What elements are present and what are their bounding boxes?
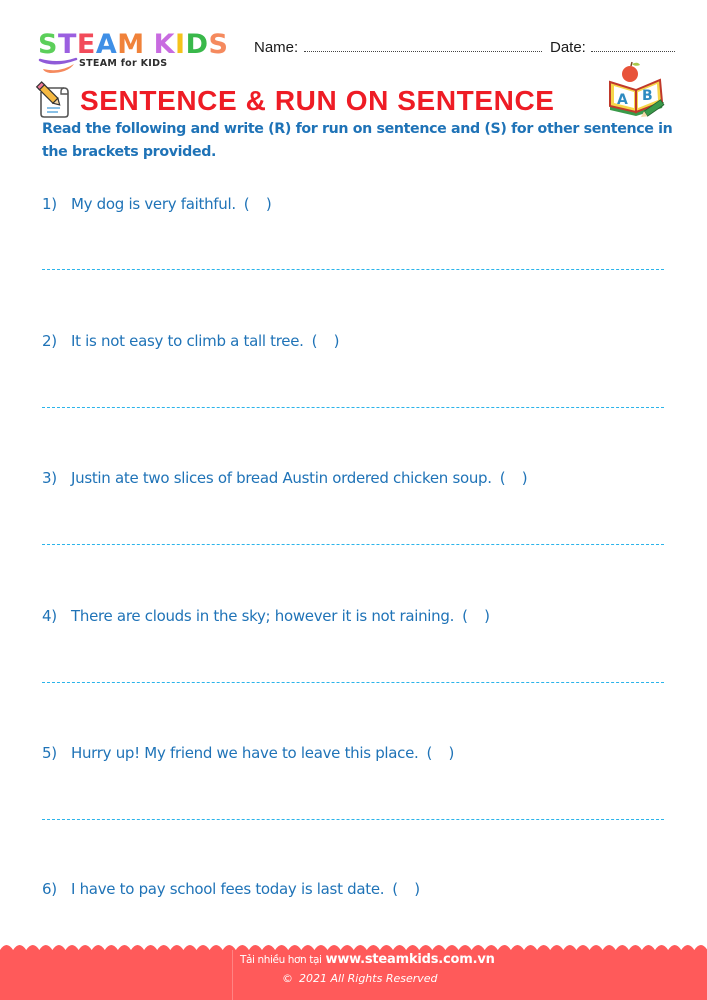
answer-bracket[interactable]: ( ): [462, 607, 490, 625]
svg-text:B: B: [642, 88, 653, 104]
logo-letter: K: [153, 29, 176, 60]
svg-text:A: A: [617, 92, 628, 108]
abc-book-apple-icon: [606, 60, 670, 118]
answer-line[interactable]: [42, 682, 664, 683]
question-number: 5): [42, 744, 57, 762]
footer-website-link[interactable]: www.steamkids.com.vn: [325, 952, 495, 967]
question-text: My dog is very faithful.: [71, 195, 236, 213]
logo-swoosh-icon: [38, 57, 78, 75]
date-label: Date:: [550, 39, 586, 56]
question-text: There are clouds in the sky; however it is not raining.: [71, 607, 455, 625]
answer-bracket[interactable]: ( ): [311, 332, 340, 350]
copyright-icon: ©: [282, 972, 293, 985]
logo-letter: A: [95, 29, 118, 60]
footer-prefix: Tải nhiều hơn tại: [240, 954, 322, 966]
pencil-scroll-icon: [34, 80, 74, 120]
logo-letter: S: [38, 29, 58, 60]
answer-bracket[interactable]: ( ): [392, 880, 420, 898]
instructions: Read the following and write (R) for run on sentence and (S) for other sentence in the brackets provided.: [42, 121, 673, 160]
copyright-text: 2021 All Rights Reserved: [299, 972, 438, 985]
question-item: [42, 331, 339, 351]
question-number: 2): [42, 332, 57, 350]
question-number: 4): [42, 607, 57, 625]
question-text: Hurry up! My friend we have to leave this place.: [71, 744, 419, 762]
answer-bracket[interactable]: ( ): [243, 195, 272, 213]
answer-line[interactable]: [42, 407, 664, 408]
name-field[interactable]: [254, 39, 542, 56]
answer-bracket[interactable]: ( ): [499, 469, 528, 487]
logo-letter: S: [208, 29, 229, 60]
answer-line[interactable]: [42, 544, 664, 545]
logo-letter: M: [117, 29, 145, 60]
steam-kids-logo: [38, 31, 238, 75]
footer-banner: [0, 942, 707, 1000]
logo-letter: I: [175, 29, 186, 60]
logo-letter: T: [57, 29, 77, 60]
question-item: [42, 468, 527, 488]
question-item: [42, 606, 490, 626]
question-number: 3): [42, 469, 57, 487]
logo-wordmark: [38, 31, 228, 59]
name-blank-line[interactable]: [304, 39, 542, 52]
question-text: I have to pay school fees today is last date.: [71, 880, 385, 898]
question-item: [42, 743, 454, 763]
answer-bracket[interactable]: ( ): [426, 744, 455, 762]
question-item: [42, 194, 271, 214]
question-text: It is not easy to climb a tall tree.: [71, 332, 304, 350]
logo-letter: D: [185, 29, 209, 60]
footer-download-line: [240, 952, 495, 967]
question-item: [42, 879, 420, 899]
date-blank-line[interactable]: [591, 39, 675, 52]
footer-copyright: [282, 972, 438, 985]
logo-letter: E: [76, 29, 96, 60]
answer-line[interactable]: [42, 269, 664, 270]
logo-tagline: STEAM for KIDS: [79, 58, 168, 69]
date-field[interactable]: [550, 39, 675, 56]
answer-line[interactable]: [42, 819, 664, 820]
question-number: 6): [42, 880, 57, 898]
worksheet-title: SENTENCE & RUN ON SENTENCE: [80, 85, 555, 116]
question-text: Justin ate two slices of bread Austin ordered chicken soup.: [71, 469, 492, 487]
name-label: Name:: [254, 39, 299, 56]
question-number: 1): [42, 195, 57, 213]
footer-divider: [232, 950, 233, 1000]
